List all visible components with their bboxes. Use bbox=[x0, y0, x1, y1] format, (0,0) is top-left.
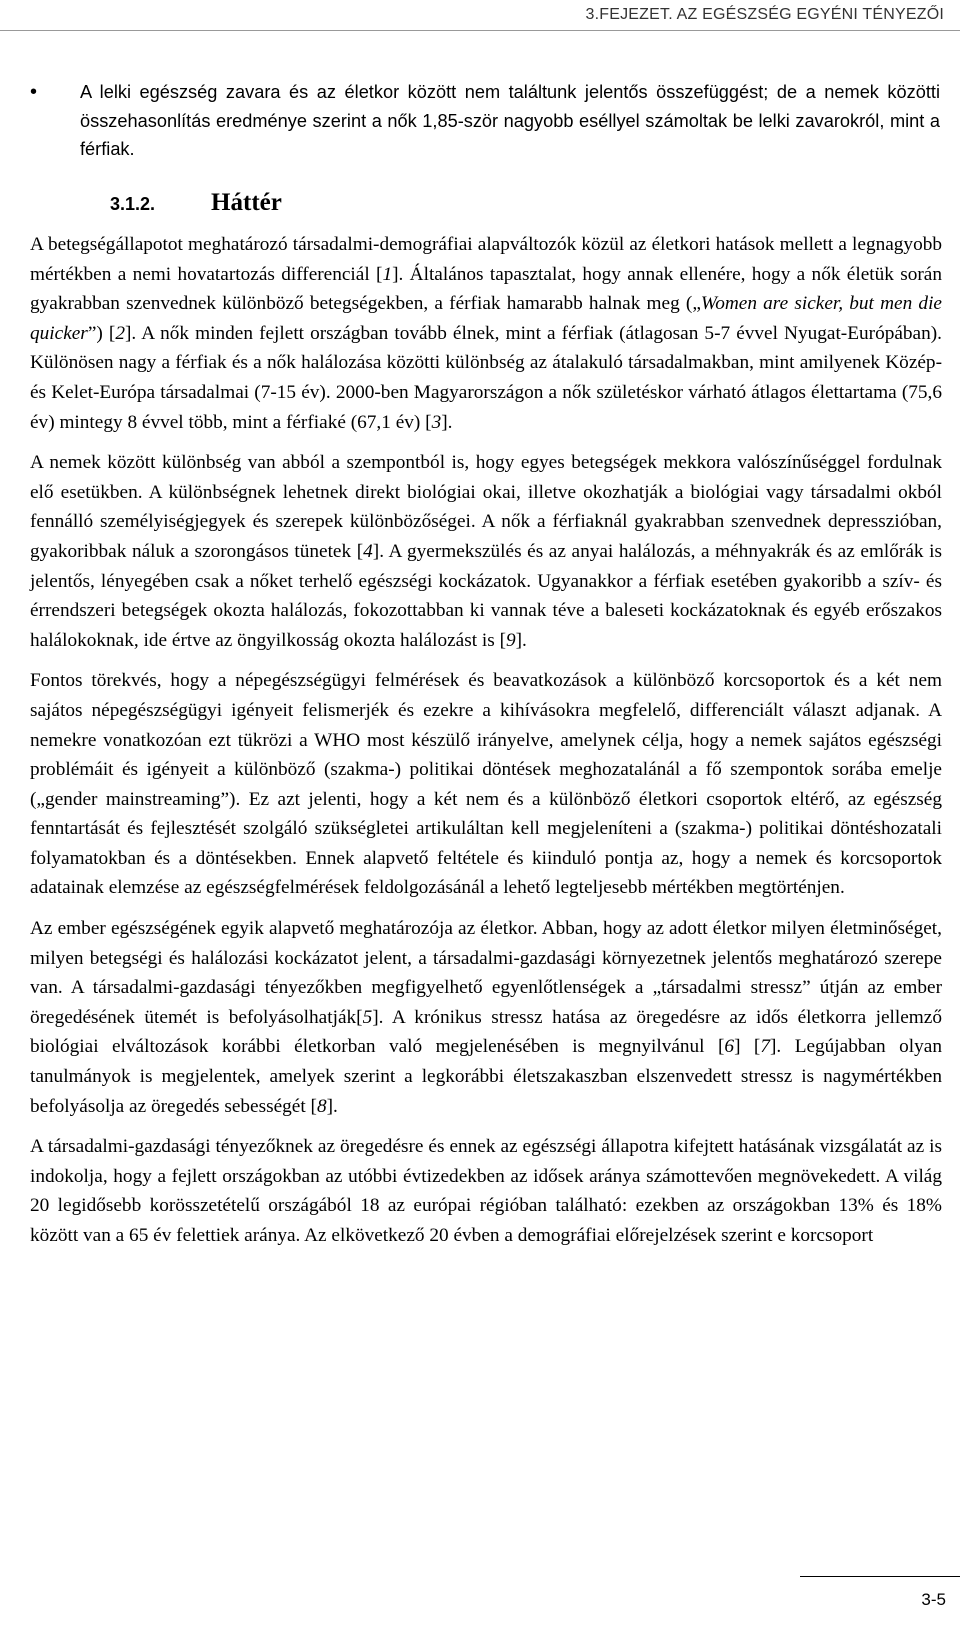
text-run: A nemek között különbség van abból a szempontból is, hogy egyes betegségek mekkora valószínűséggel fordulnak elő esetükben. A különbségnek lehetnek direkt biológiai okai, illetve okozhatják a biológiai vagy társadalmi okból fennálló személyiségjegyek és szerepek különbözőségei. A nők a férfiaknál gyakrabban szenvednek depresszióban, gyakoribbak náluk a szorongásos tünetek [ bbox=[30, 452, 942, 562]
bullet-icon: • bbox=[30, 81, 38, 103]
text-run: ] [ bbox=[734, 1036, 761, 1058]
text-run: ]. bbox=[326, 1095, 338, 1117]
text-run: ]. A gyermekszülés és az anyai halálozás, a méhnyakrák és az emlőrák is jelentős, lényegében csak a nőket terhelő egészségi kockázatok. Ugyanakkor a férfiak esetében gyakoribb a szív- és érrendszeri betegségek okozta halálozás, fokozottabban ki vannak téve a baleseti kockázatoknak és egyéb erőszakos halálokoknak, ide értve az öngyilkosság okozta halálozást is [ bbox=[30, 540, 942, 651]
footer-divider bbox=[800, 1576, 960, 1577]
citation-ref: 6 bbox=[724, 1036, 735, 1058]
bullet-item bbox=[30, 78, 940, 164]
text-run: ]. A krónikus stressz hatása az öregedésre az idős életkorra jellemző biológiai elváltozások korábbi életkorban való megjelenésében is megnyilvánul [ bbox=[30, 1006, 942, 1058]
citation-ref: 2 bbox=[115, 322, 125, 344]
citation-ref: 3 bbox=[431, 411, 442, 433]
text-run: ”) [ bbox=[87, 322, 116, 344]
paragraph-2 bbox=[30, 448, 942, 655]
text-run: ]. Általános tapasztalat, hogy annak ellenére, hogy a nők életük során gyakrabban szenvednek különböző betegségekben, a férfiak hamarabb halnak meg („ bbox=[30, 263, 942, 315]
body-text bbox=[30, 230, 942, 1262]
text-run: A betegségállapotot meghatározó társadalmi-demográfiai alapváltozók közül az életkori hatások mellett a legnagyobb mértékben a nemi hovatartozás differenciál [ bbox=[30, 234, 942, 285]
text-run: ]. bbox=[441, 411, 453, 433]
citation-ref: 8 bbox=[316, 1095, 327, 1117]
header-divider bbox=[0, 30, 960, 31]
citation-ref: 9 bbox=[506, 629, 516, 651]
citation-ref: 5 bbox=[362, 1006, 373, 1028]
paragraph-1 bbox=[30, 230, 942, 437]
section-number: 3.1.2. bbox=[110, 194, 156, 214]
section-title: Háttér bbox=[211, 189, 282, 216]
text-run: ]. bbox=[515, 629, 527, 651]
citation-ref: 4 bbox=[363, 540, 373, 562]
paragraph-4 bbox=[30, 914, 942, 1121]
bullet-text: A lelki egészség zavara és az életkor között nem találtunk jelentős összefüggést; de a nemek közötti összehasonlítás eredménye szerint a nők 1,85-ször nagyobb eséllyel számoltak be lelki zavarokról, mint a férfiak. bbox=[80, 82, 940, 159]
paragraph-3: Fontos törekvés, hogy a népegészségügyi felmérések és beavatkozások a különböző korcsoportok és a két nem sajátos népegészségügyi igényeit felismerjék és ezekre a kihívásokra megfelelő, differenciált választ adjanak. A nemekre vonatkozóan ezt tükrözi a WHO most készülő irányelve, amelynek célja, hogy a nemek sajátos egészségi problémáit és igényeit a különböző (szakma-) politikai döntések meghozatalánál a fő szempontok sorába emelje („gender mainstreaming”). Ez azt jelenti, hogy a két nem és a különböző életkori csoportok eltérő, az egészség fenntartását és fejlesztését szolgáló szükségletei artikuláltan kell megjeleníteni a (szakma-) politikai döntéshozatali folyamatokban és a döntésekben. Ennek alapvető feltétele és kiinduló pontja az, hogy a nemek és korcsoportok adatainak elemzése az egészségfelmérések feldolgozásánál a lehető legteljesebb mértékben megtörténjen. bbox=[30, 670, 942, 899]
section-heading bbox=[110, 189, 282, 217]
text-run: ]. Legújabban olyan tanulmányok is megjelentek, amelyek szerint a legkorábbi életszakaszban elszenvedett stressz is nagymértékben befolyásolja az öregedés sebességét [ bbox=[30, 1036, 942, 1117]
citation-ref: 7 bbox=[760, 1036, 770, 1058]
quoted-phrase: Women are sicker, but men die quicker bbox=[30, 293, 942, 344]
citation-ref: 1 bbox=[382, 263, 393, 285]
running-header: 3.FEJEZET. AZ EGÉSZSÉG EGYÉNI TÉNYEZŐI bbox=[585, 6, 944, 23]
paragraph-5: A társadalmi-gazdasági tényezőknek az öregedésre és ennek az egészségi állapotra kifejtett hatásának vizsgálatát az is indokolja, hogy a fejlett országokban az utóbbi évtizedekben az idősek aránya számottevően megnövekedett. A világ 20 legidősebb korösszetételű országából 18 az európai régióban található: ezekben az országokban 13% és 18% között van a 65 év felettiek aránya. Az elkövetkező 20 évben a demográfiai előrejelzések szerint e korcsoport bbox=[30, 1136, 942, 1246]
text-run: Az ember egészségének egyik alapvető meghatározója az életkor. Abban, hogy az adott életkor milyen életminőséget, milyen betegségi és halálozási kockázatot jelent, a társadalmi-gazdasági környezetnek jelentős meghatározó szerepe van. A társadalmi-gazdasági tényezőkben megfigyelhető egyenlőtlenségek a „társadalmi stressz” útján az ember öregedésének ütemét is befolyásolhatják[ bbox=[30, 918, 942, 1028]
page-number: 3-5 bbox=[921, 1590, 946, 1609]
text-run: ]. A nők minden fejlett országban tovább élnek, mint a férfiak (átlagosan 5-7 évvel Nyugat-Európában). Különösen nagy a férfiak és a nők halálozása közötti különbség az átalakuló társadalmakban, mint amilyenek Közép- és Kelet-Európa társadalmai (7-15 év). 2000-ben Magyarországon a nők születéskor várható átlagos élettartama (75,6 év) mintegy 8 évvel több, mint a férfiaké (67,1 év) [ bbox=[30, 322, 942, 433]
